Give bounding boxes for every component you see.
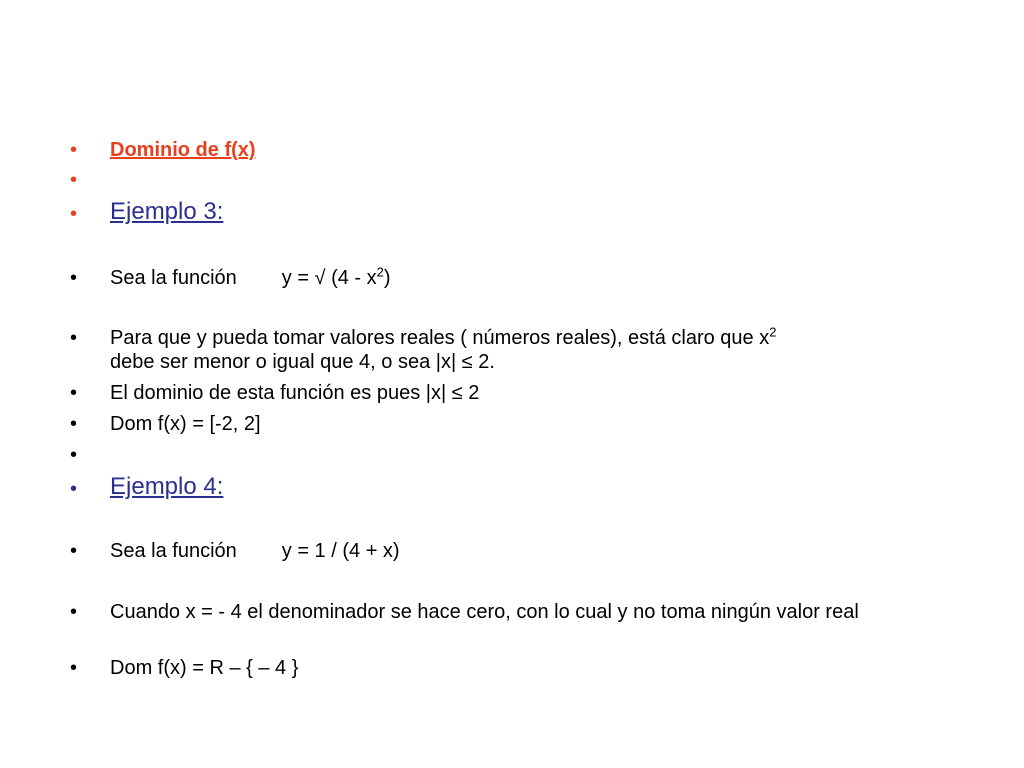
bullet: • (70, 139, 78, 161)
bullet: • (70, 413, 78, 435)
bullet-empty: • (70, 444, 78, 466)
formula-post: ) (383, 267, 391, 289)
bullet: • (70, 267, 78, 289)
para-que-text: Para que y pueda tomar valores reales ( números reales), está claro que x (110, 327, 770, 349)
para-que-line-1 (110, 326, 776, 350)
example-4-title: Ejemplo 4: (110, 473, 224, 500)
formula-pre: y = √ (4 - x (281, 267, 377, 289)
bullet-empty: • (70, 169, 78, 191)
cuando-statement: Cuando x = - 4 el denominador se hace cero, con lo cual y no toma ningún valor real (110, 601, 859, 623)
bullet: • (70, 657, 78, 679)
para-que-line-2: debe ser menor o igual que 4, o sea |x| ≤ 2. (110, 351, 495, 373)
function-label: Sea la función (110, 267, 237, 289)
bullet: • (70, 601, 78, 623)
example-3-title: Ejemplo 3: (110, 198, 224, 225)
dom-example-3: Dom f(x) = [-2, 2] (110, 413, 261, 435)
section-title-dominio: Dominio de f(x) (110, 139, 256, 161)
example-4-function (110, 539, 400, 563)
example-3-function (110, 266, 391, 290)
formula: y = 1 / (4 + x) (281, 540, 400, 562)
bullet: • (70, 203, 78, 225)
bullet: • (70, 327, 78, 349)
bullet: • (70, 382, 78, 404)
dom-example-4: Dom f(x) = R – { – 4 } (110, 657, 299, 679)
dominio-statement: El dominio de esta función es pues |x| ≤ 2 (110, 382, 480, 404)
para-que-superscript: 2 (769, 324, 777, 340)
formula-superscript: 2 (376, 264, 384, 280)
bullet: • (70, 540, 78, 562)
function-label: Sea la función (110, 540, 237, 562)
bullet: • (70, 478, 78, 500)
